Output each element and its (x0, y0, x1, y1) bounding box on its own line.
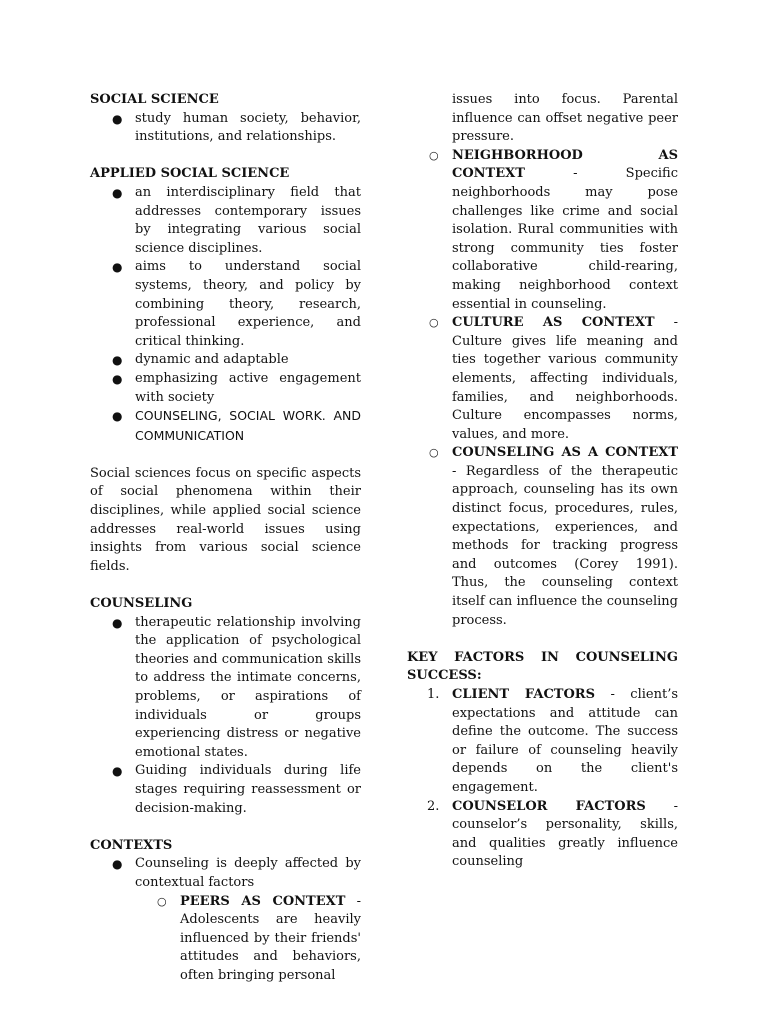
list-item (90, 184, 361, 258)
contexts-list (90, 855, 361, 892)
counselor-factors-title: COUNSELOR FACTORS (452, 798, 646, 814)
client-factors-title: CLIENT FACTORS (452, 687, 595, 702)
list-item-peers-continued (362, 91, 678, 147)
summary-paragraph: Social sciences focus on specific aspects of social phenomena within their disciplines, while applied social science addresses real-world issues using insights from various social science fields. (90, 465, 361, 574)
bullet-icon: ● (112, 185, 123, 200)
list-item (90, 110, 361, 147)
contexts-sublist-continued (362, 91, 678, 630)
list-item-culture (362, 314, 678, 444)
circle-bullet-icon: ○ (429, 316, 439, 330)
left-column (90, 91, 361, 986)
client-factors-text: - client’s expectations and attitude can define the outcome. The success or failure of counseling heavily depends on the client's engagement. (452, 687, 678, 795)
list-item (90, 855, 361, 892)
list-item (90, 370, 361, 407)
counselor-factors-text: - counselor’s personality, skills, and qualities greatly influence counseling (452, 798, 678, 870)
bullet-icon: ● (112, 615, 123, 630)
list-item (90, 614, 361, 763)
list-item (90, 762, 361, 818)
list-item (90, 351, 361, 370)
list-item-client-factors (407, 686, 678, 798)
counseling-context-text: - Regardless of the therapeutic approach, counseling has its own distinct focus, procedures, rules, expectations, experiences, and methods for tracking progress and outcomes (Corey 1991). Thus, the counseling context itself can influence the counseling process. (452, 463, 678, 628)
bullet-icon: ● (112, 857, 123, 872)
list-number: 2. (427, 798, 440, 814)
bullet-icon: ● (112, 764, 123, 779)
culture-title: CULTURE AS CONTEXT (452, 315, 655, 331)
social-science-list (90, 110, 361, 147)
list-item-neighborhood (362, 147, 678, 314)
list-item (90, 258, 361, 351)
heading-key-factors: KEY FACTORS IN COUNSELING SUCCESS: (407, 649, 678, 684)
list-item-text: therapeutic relationship involving the application of psychological theories and communication skills to address the intimate concerns, problems, or aspirations of individuals or groups experiencing distress or negative emotional states. (135, 614, 361, 760)
heading-contexts: CONTEXTS (90, 837, 173, 853)
list-item-text: Counseling is deeply affected by contextual factors (135, 856, 361, 890)
circle-bullet-icon: ○ (429, 148, 439, 162)
list-item-text: aims to understand social systems, theory, and policy by combining theory, research, professional experience, and critical thinking. (135, 259, 361, 349)
applied-list (90, 184, 361, 446)
bullet-icon: ● (112, 409, 123, 424)
list-item-text: emphasizing active engagement with society (135, 370, 361, 405)
right-column (407, 91, 678, 872)
list-item-text: study human society, behavior, institutions, and relationships. (135, 110, 361, 145)
list-item-text: an interdisciplinary field that addresses contemporary issues by integrating various social science disciplines. (135, 184, 361, 256)
bullet-icon: ● (112, 260, 123, 275)
circle-bullet-icon: ○ (157, 894, 167, 908)
heading-applied-social-science: APPLIED SOCIAL SCIENCE (90, 166, 290, 182)
peers-text: - Adolescents are heavily influenced by their friends' attitudes and behaviors, often bringing personal (180, 893, 361, 983)
peers-title: PEERS AS CONTEXT (180, 893, 346, 909)
key-factors-list (407, 686, 678, 872)
bullet-icon: ● (112, 353, 123, 368)
list-item-counseling-context (362, 444, 678, 630)
circle-bullet-icon: ○ (429, 446, 439, 460)
counseling-context-title: COUNSELING AS A CONTEXT (452, 445, 678, 461)
list-item-text: Guiding individuals during life stages requiring reassessment or decision-making. (135, 763, 361, 816)
list-item-text: dynamic and adaptable (135, 352, 289, 368)
contexts-sublist (90, 893, 361, 986)
heading-social-science: SOCIAL SCIENCE (90, 92, 219, 107)
list-item-text: COUNSELING, SOCIAL WORK. AND COMMUNICATION (135, 408, 361, 443)
peers-text-continued: issues into focus. Parental influence can offset negative peer pressure. (452, 92, 678, 145)
neighborhood-title: NEIGHBORHOOD AS CONTEXT (452, 147, 678, 182)
list-number: 1. (427, 687, 440, 702)
culture-text: - Culture gives life meaning and ties together various community elements, affecting individuals, families, and neighborhoods. Culture encompasses norms, values, and more. (452, 315, 678, 442)
list-item-counselor-factors (407, 798, 678, 872)
bullet-icon: ● (112, 111, 123, 126)
list-item-peers (90, 893, 361, 986)
bullet-icon: ● (112, 371, 123, 386)
list-item (90, 407, 361, 446)
counseling-list (90, 614, 361, 819)
neighborhood-text: - Specific neighborhoods may pose challenges like crime and social isolation. Rural communities with strong community ties foster collaborative child-rearing, making neighborhood context essential in counseling. (452, 166, 678, 312)
heading-counseling: COUNSELING (90, 596, 193, 612)
